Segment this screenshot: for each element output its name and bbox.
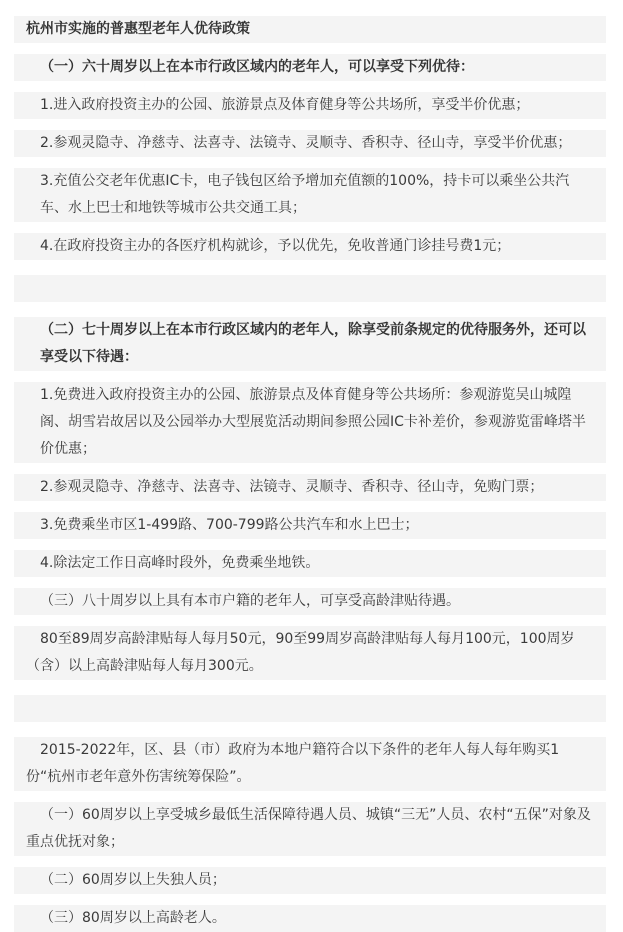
- section-heading: [14, 54, 606, 81]
- insurance-item-3: （三）80周岁以上高龄老人。: [40, 910, 226, 926]
- section1-item-4: 4.在政府投资主办的各医疗机构就诊，予以优先，免收普通门诊挂号费1元；: [40, 238, 511, 254]
- section2-item-4: 4.除法定工作日高峰时段外，免费乘坐地铁。: [40, 555, 320, 571]
- section1-heading: （一）六十周岁以上在本市行政区域内的老年人，可以享受下列优待：: [40, 59, 474, 75]
- list-item: [14, 474, 606, 501]
- section2-item-2: 2.参观灵隐寺、净慈寺、法喜寺、法镜寺、灵顺寺、香积寺、径山寺，免购门票；: [40, 479, 544, 495]
- list-item: [14, 867, 606, 894]
- insurance-item-1: （一）60周岁以上享受城乡最低生活保障待遇人员、城镇“三无”人员、农村“五保”对象及重点优抚对象；: [26, 807, 591, 850]
- section1-item-3: 3.充值公交老年优惠IC卡，电子钱包区给予增加充值额的100%，持卡可以乘坐公共汽车、水上巴士和地铁等城市公共交通工具；: [40, 173, 570, 216]
- section1-item-1: 1.进入政府投资主办的公园、旅游景点及体育健身等公共场所，享受半价优惠；: [40, 97, 530, 113]
- insurance-item-2: （二）60周岁以上失独人员；: [40, 872, 226, 888]
- section1-item-2: 2.参观灵隐寺、净慈寺、法喜寺、法镜寺、灵顺寺、香积寺、径山寺，享受半价优惠；: [40, 135, 572, 151]
- section3-heading: （三）八十周岁以上具有本市户籍的老年人，可享受高龄津贴待遇。: [40, 593, 460, 609]
- list-item: [14, 92, 606, 119]
- section3-text: 80至89周岁高龄津贴每人每月50元，90至99周岁高龄津贴每人每月100元，100周岁（含）以上高龄津贴每人每月300元。: [26, 631, 575, 674]
- insurance-intro: 2015-2022年，区、县（市）政府为本地户籍符合以下条件的老年人每人每年购买1份“杭州市老年意外伤害统筹保险”。: [26, 742, 560, 785]
- list-item: [14, 512, 606, 539]
- title-text: 杭州市实施的普惠型老年人优待政策: [26, 21, 250, 37]
- list-item: [14, 130, 606, 157]
- section-heading: [14, 317, 606, 371]
- section-heading: [14, 588, 606, 615]
- list-item: [14, 905, 606, 932]
- section2-item-1: 1.免费进入政府投资主办的公园、旅游景点及体育健身等公共场所：参观游览吴山城隍阁、胡雪岩故居以及公园举办大型展览活动期间参照公园IC卡补差价，参观游览雷峰塔半价优惠；: [40, 387, 586, 457]
- list-item: [14, 550, 606, 577]
- paragraph: [14, 626, 606, 680]
- section2-item-3: 3.免费乘坐市区1-499路、700-799路公共汽车和水上巴士；: [40, 517, 419, 533]
- list-item: [14, 382, 606, 463]
- section2-heading: （二）七十周岁以上在本市行政区域内的老年人，除享受前条规定的优待服务外，还可以享受以下待遇：: [40, 322, 586, 365]
- page-title: [14, 16, 606, 43]
- list-item: [14, 168, 606, 222]
- empty-block: [14, 275, 606, 302]
- list-item: [14, 233, 606, 260]
- empty-block: [14, 695, 606, 722]
- paragraph: [14, 737, 606, 791]
- list-item: [14, 802, 606, 856]
- policy-document: [14, 0, 606, 932]
